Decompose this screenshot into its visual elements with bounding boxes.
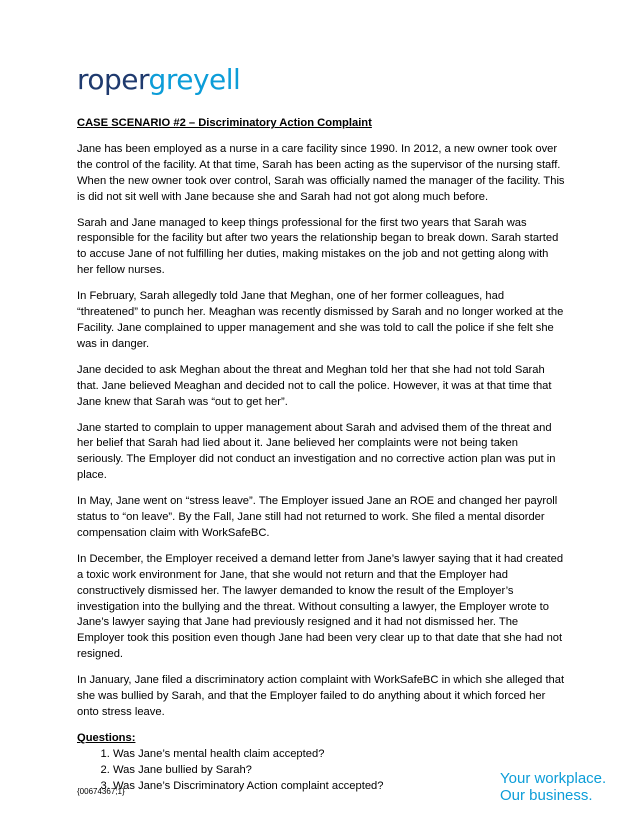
footer-tagline: [500, 770, 606, 804]
paragraph-8: In January, Jane filed a discriminatory action complaint with WorkSafeBC in which she alleged that she was bullied by Sarah, and that the Employer failed to do anything about it which forced her onto stress leave.: [77, 674, 565, 718]
question-item: 2. Was Jane bullied by Sarah?: [113, 763, 567, 779]
questions-heading: Questions:: [77, 731, 136, 744]
question-item: 3. Was Jane’s Discriminatory Action complaint accepted?: [113, 779, 567, 795]
paragraph-2: Sarah and Jane managed to keep things professional for the first two years that Sarah was responsible for the facility but after two years the relationship began to break down. Sarah started to accuse Jane of not fulfilling her duties, making mistakes on the job and not getting along with her fellow nurses.: [77, 216, 559, 277]
logo-text-greyell: greyell: [148, 63, 241, 96]
document-body: [77, 116, 567, 795]
paragraph-1: Jane has been employed as a nurse in a care facility since 1990. In 2012, a new owner took over the control of the facility. At that time, Sarah has been acting as the supervisor of the nursing staff. When the new owner took over control, Sarah was officially named the manager of the facility. This is did not sit well with Jane because she and Sarah had not got along much before.: [77, 142, 565, 203]
paragraph-3: In February, Sarah allegedly told Jane that Meghan, one of her former colleagues, had “threatened” to punch her. Meaghan was recently dismissed by Sarah and no longer worked at the Facility. Jane complained to upper management and she was told to call the police if she felt she was in danger.: [77, 290, 564, 350]
tagline-line-2: Our business.: [500, 787, 593, 804]
questions-list: [77, 747, 567, 795]
paragraph-5: Jane started to complain to upper management about Sarah and advised them of the threat and her belief that Sarah had lied about it. Jane believed her complaints were not being taken seriously. The Employer did not conduct an investigation and no corrective action plan was put in place.: [77, 421, 556, 482]
company-logo: [77, 63, 241, 96]
paragraph-4: Jane decided to ask Meghan about the threat and Meghan told her that she had not told Sarah that. Jane believed Meaghan and decided not to call the police. However, it was at that time that Jane knew that Sarah was “out to get her”.: [77, 363, 552, 408]
document-id: {00674367;1}: [77, 787, 125, 796]
paragraph-6: In May, Jane went on “stress leave”. The Employer issued Jane an ROE and changed her payroll status to “on leave”. By the Fall, Jane still had not returned to work. She filed a mental disorder compensation claim with WorkSafeBC.: [77, 495, 558, 539]
logo-text-roper: roper: [77, 63, 149, 96]
document-title: CASE SCENARIO #2 – Discriminatory Action Complaint: [77, 117, 372, 129]
paragraph-7: In December, the Employer received a demand letter from Jane’s lawyer saying that it had created a toxic work environment for Jane, that she would not return and that the Employer had constructively dismissed her. The lawyer demanded to know the result of the Employer’s investigation into the bullying and the threat. Without consulting a lawyer, the Employer wrote to Jane’s lawyer saying that Jane had previously resigned and it had not dismissed her. The Employer took this position even though Jane had been very clear up to that date that she had not resigned.: [77, 552, 564, 661]
question-item: 1. Was Jane’s mental health claim accepted?: [113, 747, 567, 763]
tagline-line-1: Your workplace.: [500, 770, 607, 787]
